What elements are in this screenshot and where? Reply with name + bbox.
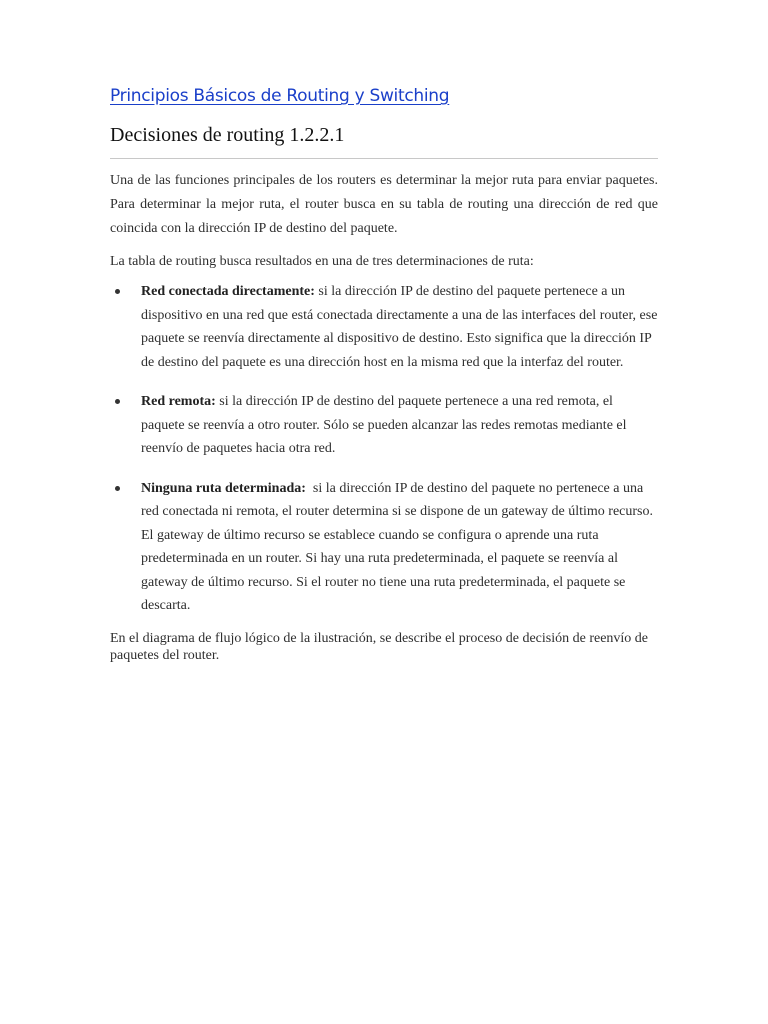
bullet-text: si la dirección IP de destino del paquete pertenece a una red remota, el paquete se reenvía a otro router. Sólo se pueden alcanzar las redes remotas mediante el reenvío de paquetes hacia otra red. — [141, 394, 627, 456]
bullet-term: Red remota: — [141, 394, 216, 409]
lead-paragraph: La tabla de routing busca resultados en una de tres determinaciones de ruta: — [110, 254, 534, 269]
bullet-text: si la dirección IP de destino del paquete pertenece a un dispositivo en una red que está conectada directamente a una de las interfaces del router, ese paquete se reenvía directamente al dispositivo de destino. Esto significa que la dirección IP de destino del paquete es una dirección host en la misma red que la interfaz del router. — [141, 284, 658, 370]
list-item — [110, 390, 658, 461]
bullet-text: si la dirección IP de destino del paquete no pertenece a una red conectada ni remota, el router determina si se dispone de un gateway de último recurso. El gateway de último recurso se establece cuando se configura o aprende una ruta predeterminada en un router. Si hay una ruta predeterminada, el paquete se reenvía al gateway de último recurso. Si el router no tiene una ruta predeterminada, el paquete se descarta. — [141, 480, 657, 613]
document-page — [110, 86, 658, 664]
course-title-link[interactable]: Principios Básicos de Routing y Switching — [110, 86, 450, 106]
bullet-term: Red conectada directamente: — [141, 284, 315, 299]
route-determination-list — [110, 280, 658, 618]
bullet-icon — [115, 486, 120, 491]
heading-divider — [110, 158, 658, 159]
list-item — [110, 477, 658, 618]
closing-paragraph: En el diagrama de flujo lógico de la ilustración, se describe el proceso de decisión de reenvío de paquetes del router. — [110, 630, 649, 663]
bullet-term: Ninguna ruta determinada: — [141, 480, 306, 496]
list-item — [110, 280, 658, 374]
bullet-icon — [115, 399, 120, 404]
bullet-icon — [115, 289, 120, 294]
section-heading: Decisiones de routing 1.2.2.1 — [110, 124, 345, 146]
intro-paragraph: Una de las funciones principales de los routers es determinar la mejor ruta para enviar paquetes. Para determinar la mejor ruta, el router busca en su tabla de routing una dirección de red que coincida con la dirección IP de destino del paquete. — [110, 173, 658, 236]
